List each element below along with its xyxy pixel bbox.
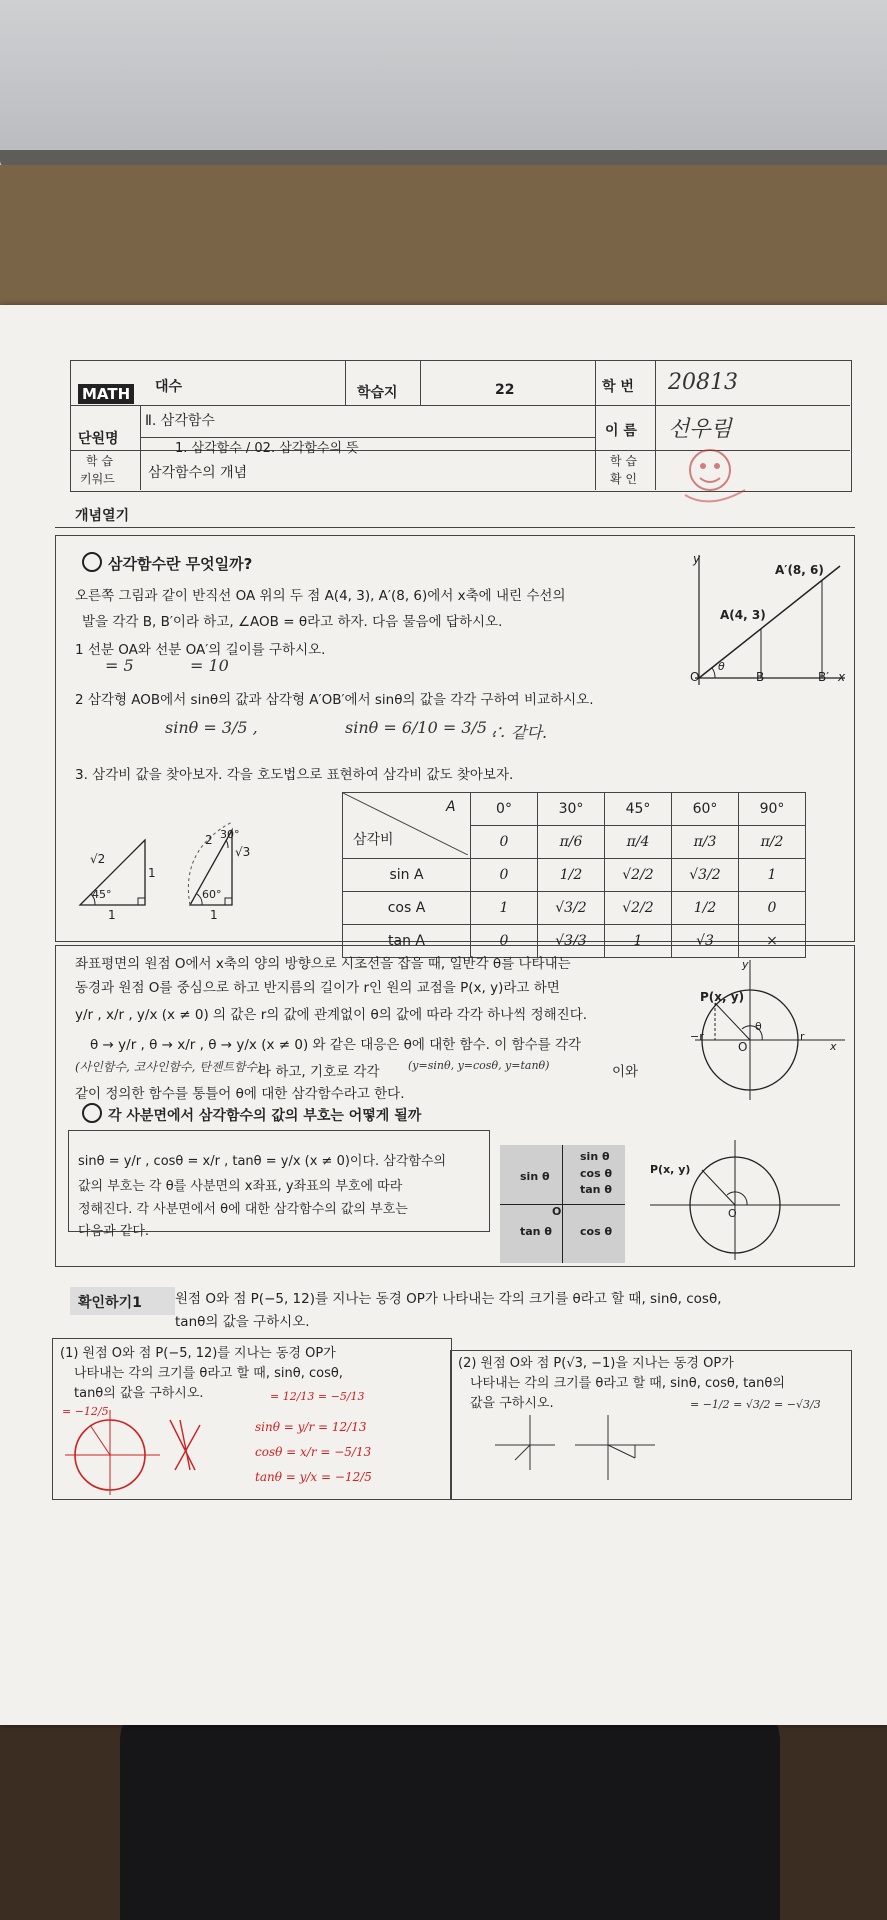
answer-1b: = 10 [190, 656, 229, 675]
q1-sign: cos θ [580, 1167, 613, 1180]
problem-1-text: tanθ의 값을 구하시오. [74, 1386, 204, 1401]
definition-line: 이와 [612, 1064, 639, 1080]
q2-sign: sin θ [520, 1170, 550, 1183]
unit-main: Ⅱ. 삼각함수 [145, 413, 215, 429]
q1-sign: sin θ [580, 1150, 610, 1163]
student-number: 20813 [668, 370, 738, 395]
table-cell: 1/2 [538, 859, 605, 892]
handwritten-sketch-2 [490, 1410, 670, 1485]
problem-2-text: 나타내는 각의 크기를 θ라고 할 때, sinθ, cosθ, tanθ의 [470, 1376, 785, 1391]
keyword-label-2: 키워드 [80, 472, 115, 486]
definition-line: 라 하고, 기호로 각각 [258, 1064, 380, 1080]
tri1-side: 1 [148, 866, 156, 880]
label-point-p: P(x, y) [650, 1163, 691, 1176]
corner-bottom: 삼각비 [353, 832, 394, 848]
angle-header: 60° [672, 793, 739, 826]
subject: 대수 [155, 379, 183, 395]
table-cell: 0 [471, 859, 538, 892]
radian-cell: π/4 [605, 826, 672, 859]
row-label: sin A [343, 859, 471, 892]
handwritten-names: (사인함수, 코사인함수, 탄젠트함수) [75, 1060, 262, 1074]
table-cell: × [739, 925, 806, 958]
label-a: A(4, 3) [720, 608, 766, 622]
stamp-doodle [665, 440, 775, 515]
unit-label: 단원명 [78, 431, 119, 447]
table-cell: 1/2 [672, 892, 739, 925]
unit-sub: 1. 삼각함수 / 02. 삼각함수의 뜻 [175, 441, 359, 456]
corner-top: A [446, 799, 456, 815]
keyword: 삼각함수의 개념 [148, 465, 248, 481]
sign-text: sinθ = y/r , cosθ = x/r , tanθ = y/x (x ≠ 0)이다. 삼각함수의 [78, 1154, 447, 1169]
radian-cell: π/2 [739, 826, 806, 859]
math-badge: MATH [78, 384, 134, 404]
problem-1-text: 나타내는 각의 크기를 θ라고 할 때, sinθ, cosθ, [74, 1366, 343, 1381]
row-label: tan A [343, 925, 471, 958]
student-no-label: 학 번 [602, 379, 634, 395]
question-1: 1 선분 OA와 선분 OA′의 길이를 구하시오. [75, 642, 326, 658]
worksheet-number: 22 [495, 382, 515, 398]
pencil-icon [82, 1103, 102, 1123]
unit-circle-diagram-2 [640, 1135, 845, 1265]
table-cell: 1 [605, 925, 672, 958]
sign-text: 값의 부호는 각 θ를 사분면의 x좌표, y좌표의 부호에 따라 [78, 1179, 403, 1194]
handwritten-symbols: (y=sinθ, y=cosθ, y=tanθ) [408, 1059, 550, 1072]
answer-1a: = 5 [105, 656, 134, 675]
angle-header: 0° [471, 793, 538, 826]
handwritten-cos: cosθ = x/r = −5/13 [255, 1445, 372, 1459]
handwritten-answer: = 12/13 = −5/13 [270, 1390, 365, 1403]
sign-text: 정해진다. 각 사분면에서 θ에 대한 삼각함수의 값의 부호는 [78, 1202, 408, 1217]
quadrant-axis [500, 1204, 625, 1205]
confirm-label-2: 확 인 [610, 472, 637, 486]
question-2: 2 삼각형 AOB에서 sinθ의 값과 삼각형 A′OB′에서 sinθ의 값을 각각 구하여 비교하시오. [75, 692, 594, 708]
check-title: 확인하기1 [78, 1295, 142, 1311]
q3-sign: tan θ [520, 1225, 552, 1238]
q1-sign: tan θ [580, 1183, 612, 1196]
header-divider [345, 360, 346, 405]
label-b-prime: B′ [818, 670, 829, 684]
label-neg-r: −r [690, 1030, 704, 1043]
table-cell: 0 [471, 925, 538, 958]
ray-diagram [685, 550, 850, 690]
intro-line: 발을 각각 B, B′이라 하고, ∠AOB = θ라고 하자. 다음 물음에 답하시오. [82, 614, 503, 630]
definition-line: 동경과 원점 O를 중심으로 하고 반지름의 길이가 r인 원의 교점을 P(x, y)라고 하면 [75, 980, 560, 996]
tri1-hypotenuse: √2 [90, 852, 106, 866]
lap [120, 1700, 780, 1920]
table-cell: √2/2 [605, 859, 672, 892]
label-y: y [693, 552, 701, 566]
label-r: r [800, 1030, 805, 1043]
special-triangles [70, 790, 340, 925]
handwritten-tan: tanθ = y/x = −12/5 [255, 1470, 372, 1484]
radian-cell: 0 [471, 826, 538, 859]
label-origin: O [738, 1040, 748, 1054]
question-3: 3. 삼각비 값을 찾아보자. 각을 호도법으로 표현하여 삼각비 값도 찾아보자. [75, 767, 514, 783]
row-label: cos A [343, 892, 471, 925]
definition-line: θ → y/r , θ → x/r , θ → y/x (x ≠ 0) 와 같은 대응은 θ에 대한 함수. 이 함수를 각각 [90, 1037, 582, 1053]
definition-line: 같이 정의한 함수를 통틀어 θ에 대한 삼각함수라고 한다. [75, 1086, 405, 1102]
label-y: y [742, 958, 749, 971]
definition-line: y/r , x/r , y/x (x ≠ 0) 의 값은 r의 값에 관계없이 θ의 값에 따라 각각 하나씩 정해진다. [75, 1007, 588, 1023]
tri2-angle-30: 30° [220, 828, 240, 841]
check-main: 원점 O와 점 P(−5, 12)를 지나는 동경 OP가 나타내는 각의 크기를 θ라고 할 때, sinθ, cosθ, [175, 1291, 722, 1307]
label-b: B [756, 670, 765, 684]
tri1-angle: 45° [92, 888, 112, 901]
check-main: tanθ의 값을 구하시오. [175, 1314, 310, 1330]
unit-circle-diagram [690, 955, 850, 1105]
header-divider [70, 405, 850, 406]
tri2-hypotenuse: 2 [205, 833, 213, 847]
answer-2b: sinθ = 6/10 = 3/5 , [345, 718, 498, 737]
table-cell: √2/2 [605, 892, 672, 925]
confirm-label-1: 학 습 [610, 454, 637, 468]
name-label: 이 름 [605, 423, 637, 439]
student-name: 선우림 [668, 417, 732, 442]
sign-question: 각 사분면에서 삼각함수의 값의 부호는 어떻게 될까 [108, 1108, 422, 1124]
header-divider [655, 360, 656, 490]
tri2-side: √3 [235, 845, 251, 859]
tri1-base: 1 [108, 908, 116, 922]
angle-header: 90° [739, 793, 806, 826]
sign-text: 다음과 같다. [78, 1224, 150, 1239]
table-row [343, 859, 806, 892]
trig-ratio-table [342, 792, 806, 958]
label-x: x [838, 670, 846, 684]
table-cell: √3/2 [672, 859, 739, 892]
answer-2c: ∴ 같다. [490, 723, 548, 742]
table-row [343, 892, 806, 925]
problem-2-text: 값을 구하시오. [470, 1396, 554, 1411]
pencil-icon [82, 552, 102, 572]
header-divider [595, 360, 596, 490]
table-cell: √3/2 [538, 892, 605, 925]
question-heading: 삼각함수란 무엇일까? [108, 555, 253, 573]
handwritten-sin: sinθ = y/r = 12/13 [255, 1420, 367, 1434]
intro-line: 오른쪽 그림과 같이 반직선 OA 위의 두 점 A(4, 3), A′(8, 6)에서 x축에 내린 수선의 [75, 588, 566, 604]
table-cell: 1 [471, 892, 538, 925]
label-point-p: P(x, y) [700, 990, 745, 1004]
label-o: O [690, 670, 700, 684]
quadrant-origin: O [552, 1205, 562, 1218]
problem-2-text: (2) 원점 O와 점 P(√3, −1)을 지나는 동경 OP가 [458, 1356, 734, 1371]
label-theta: θ [755, 1020, 762, 1033]
table-cell: 0 [739, 892, 806, 925]
angle-header: 30° [538, 793, 605, 826]
laptop-lid [0, 0, 887, 165]
radian-cell: π/6 [538, 826, 605, 859]
table-cell: 1 [739, 859, 806, 892]
radian-cell: π/3 [672, 826, 739, 859]
header-divider [140, 405, 141, 490]
section-title: 개념열기 [75, 508, 130, 524]
table-cell: √3/3 [538, 925, 605, 958]
problem-1-text: (1) 원점 O와 점 P(−5, 12)를 지나는 동경 OP가 [60, 1346, 336, 1361]
worksheet-label: 학습지 [357, 385, 398, 401]
handwritten-note: = −12/5 [62, 1405, 109, 1418]
tri2-base: 1 [210, 908, 218, 922]
label-theta: θ [718, 660, 725, 673]
header-divider [420, 360, 421, 405]
handwritten-answer-2: = −1/2 = √3/2 = −√3/3 [690, 1398, 821, 1411]
table-cell: √3 [672, 925, 739, 958]
angle-header: 45° [605, 793, 672, 826]
definition-line: 좌표평면의 원점 O에서 x축의 양의 방향으로 시초선을 잡을 때, 일반각 θ를 나타내는 [75, 956, 571, 972]
section-rule [55, 527, 855, 528]
label-origin: O [728, 1207, 737, 1220]
label-x: x [830, 1040, 837, 1053]
keyword-label-1: 학 습 [86, 454, 113, 468]
answer-2a: sinθ = 3/5 , [165, 718, 258, 737]
label-a-prime: A′(8, 6) [775, 563, 824, 577]
q4-sign: cos θ [580, 1225, 613, 1238]
tri2-angle-60: 60° [202, 888, 222, 901]
